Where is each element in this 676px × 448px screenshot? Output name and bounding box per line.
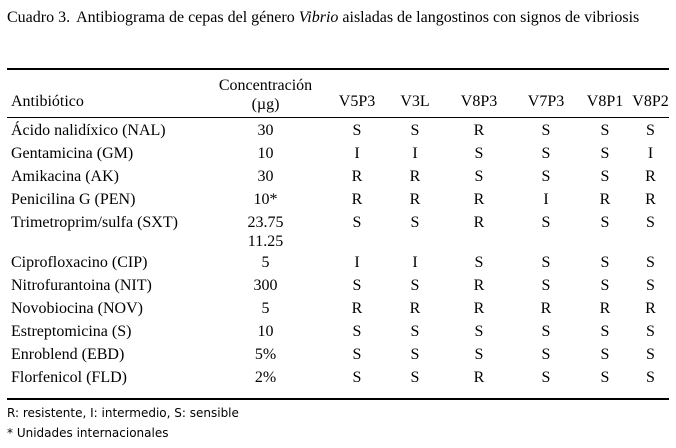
cell-susceptibility-result: S [352,122,362,139]
legend-note: R: resistente, I: intermedio, S: sensible [7,406,239,420]
caption-text-before: Antibiograma de cepas del género [76,9,299,26]
cell-susceptibility-result: R [473,122,485,139]
table-row [7,165,669,188]
footnote: * Unidades internacionales [7,426,169,440]
cell-concentration [203,165,328,188]
cell-susceptibility-result: R [351,191,363,208]
cell-concentration [203,343,328,366]
cell-susceptibility-result: R [351,300,363,317]
cell-susceptibility-result: S [474,346,484,363]
concentration-value: 30 [257,168,274,185]
table-row [7,142,669,165]
cell-antibiotic-name: Novobiocina (NOV) [11,300,143,317]
cell-susceptibility-result: S [541,145,551,162]
header-strain-v5p3: V5P3 [338,93,376,110]
table-row [7,320,669,343]
cell-antibiotic-name: Ácido nalidíxico (NAL) [11,122,166,139]
cell-susceptibility-result: S [646,122,655,139]
cell-susceptibility-result: R [645,168,656,185]
cell-concentration [203,320,328,343]
cell-antibiotic-name: Trimetroprim/sulfa (SXT) [11,214,178,231]
cell-susceptibility-result: R [473,300,485,317]
concentration-value: 30 [257,122,274,139]
header-strain-v8p3: V8P3 [460,93,498,110]
concentration-value: 11.25 [247,233,284,250]
cell-susceptibility-result: R [645,191,656,208]
cell-susceptibility-result: R [351,168,363,185]
caption-text-after: aisladas de langostinos con signos de vibriosis [338,9,640,26]
cell-susceptibility-result: S [410,346,420,363]
table-row [7,117,669,142]
cell-concentration [203,274,328,297]
cell-susceptibility-result: R [473,214,485,231]
cell-susceptibility-result: S [646,277,655,294]
cell-susceptibility-result: I [354,145,360,162]
cell-susceptibility-result: R [473,369,485,386]
cell-susceptibility-result: R [599,191,611,208]
concentration-value: 10* [253,191,278,208]
table-header-row [7,70,669,117]
header-strain-v8p1: V8P1 [586,93,624,110]
cell-antibiotic-name: Estreptomicina (S) [11,323,132,340]
cell-susceptibility-result: R [409,300,421,317]
cell-susceptibility-result: S [600,369,610,386]
cell-susceptibility-result: S [600,168,610,185]
cell-susceptibility-result: S [410,323,420,340]
cell-susceptibility-result: S [541,346,551,363]
cell-susceptibility-result: S [541,323,551,340]
table-bottom-rule [7,398,669,400]
table-body [7,117,669,389]
concentration-value: 5% [254,346,277,363]
cell-susceptibility-result: S [352,346,362,363]
cell-susceptibility-result: S [600,323,610,340]
table-row [7,274,669,297]
cell-concentration [203,188,328,211]
cell-susceptibility-result: S [410,214,420,231]
cell-susceptibility-result: S [600,122,610,139]
header-strain-v8p2: V8P2 [632,93,669,110]
cell-susceptibility-result: S [474,254,484,271]
table-row [7,251,669,274]
cell-susceptibility-result: S [541,277,551,294]
header-concentration-unit: (µg) [251,96,280,113]
cell-susceptibility-result: S [600,145,610,162]
cell-antibiotic-name: Amikacina (AK) [11,168,119,185]
cell-concentration [203,366,328,389]
cell-susceptibility-result: S [474,323,484,340]
table-row [7,188,669,211]
cell-susceptibility-result: R [599,300,611,317]
concentration-value: 5 [261,300,270,317]
cell-susceptibility-result: S [600,254,610,271]
cell-antibiotic-name: Enroblend (EBD) [11,346,125,363]
cell-susceptibility-result: S [352,277,362,294]
cell-susceptibility-result: S [646,254,655,271]
header-strain-v7p3: V7P3 [527,93,565,110]
cell-susceptibility-result: I [412,145,418,162]
concentration-value: 23.75 [247,214,284,231]
antibiogram-table [7,70,669,389]
cell-susceptibility-result: S [474,145,484,162]
cell-susceptibility-result: S [541,369,551,386]
cell-susceptibility-result: S [541,168,551,185]
cell-susceptibility-result: S [541,214,551,231]
cell-susceptibility-result: R [540,300,552,317]
table-row [7,366,669,389]
caption-genus-italic: Vibrio [298,9,339,26]
cell-susceptibility-result: S [410,277,420,294]
cell-concentration [203,251,328,274]
header-concentration-label: Concentración [218,77,313,94]
cell-susceptibility-result: R [645,300,656,317]
cell-susceptibility-result: S [646,214,655,231]
concentration-value: 300 [253,277,278,294]
header-concentration [203,70,328,117]
cell-concentration [203,142,328,165]
cell-susceptibility-result: S [352,369,362,386]
cell-susceptibility-result: S [352,214,362,231]
cell-susceptibility-result: R [473,191,485,208]
cell-susceptibility-result: R [409,191,421,208]
cell-susceptibility-result: S [474,168,484,185]
cell-concentration [203,211,328,251]
table-row [7,297,669,320]
concentration-value: 10 [257,145,274,162]
cell-susceptibility-result: S [646,369,655,386]
cell-antibiotic-name: Florfenicol (FLD) [11,369,127,386]
cell-antibiotic-name: Gentamicina (GM) [11,145,134,162]
table-row [7,211,669,251]
header-antibiotic: Antibiótico [11,93,84,110]
cell-antibiotic-name: Penicilina G (PEN) [11,191,136,208]
cell-susceptibility-result: S [600,346,610,363]
cell-susceptibility-result: S [646,323,655,340]
cell-susceptibility-result: S [600,277,610,294]
table-caption [7,8,669,28]
cell-concentration [203,117,328,142]
cell-susceptibility-result: S [410,122,420,139]
cell-susceptibility-result: S [541,254,551,271]
caption-label: Cuadro 3. [7,9,71,26]
cell-susceptibility-result: I [543,191,549,208]
concentration-value: 5 [261,254,270,271]
cell-susceptibility-result: I [354,254,360,271]
cell-susceptibility-result: S [600,214,610,231]
header-strain-v3l: V3L [400,93,430,110]
cell-susceptibility-result: R [409,168,421,185]
cell-susceptibility-result: S [352,323,362,340]
cell-antibiotic-name: Nitrofurantoina (NIT) [11,277,152,294]
cell-susceptibility-result: S [646,346,655,363]
cell-antibiotic-name: Ciprofloxacino (CIP) [11,254,148,271]
cell-susceptibility-result: I [647,145,654,162]
cell-susceptibility-result: R [473,277,485,294]
cell-susceptibility-result: S [541,122,551,139]
table-row [7,343,669,366]
cell-susceptibility-result: I [412,254,418,271]
cell-susceptibility-result: S [410,369,420,386]
concentration-value: 2% [254,369,277,386]
concentration-value: 10 [257,323,274,340]
table-notes [7,403,239,443]
cell-concentration [203,297,328,320]
